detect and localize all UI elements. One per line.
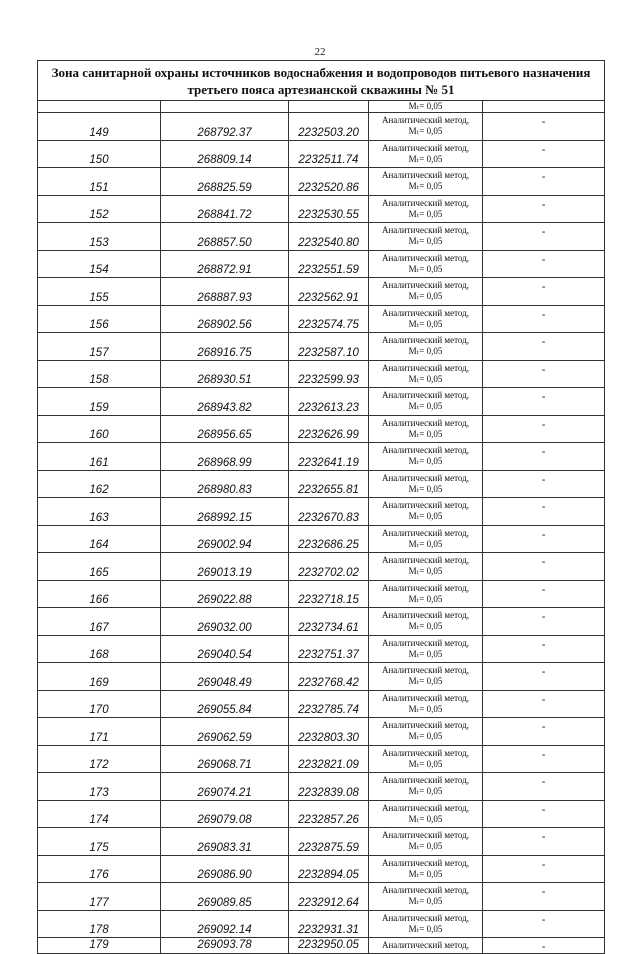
- coord-x: 268902.56: [161, 305, 289, 333]
- table-row: [38, 168, 605, 196]
- table-row: [38, 388, 605, 416]
- coord-y: 2232551.59: [289, 250, 369, 278]
- table-row: [38, 608, 605, 636]
- note-dash: -: [483, 113, 605, 141]
- coord-x: 268857.50: [161, 223, 289, 251]
- note-dash: -: [483, 800, 605, 828]
- note-dash: -: [483, 278, 605, 306]
- method-label: Аналитический метод,: [381, 170, 470, 181]
- point-number: 166: [38, 580, 161, 608]
- method-label: Аналитический метод,: [381, 692, 470, 703]
- coord-x: 268825.59: [161, 168, 289, 196]
- method-label: Аналитический метод,: [381, 885, 470, 896]
- accuracy-label: Mₜ= 0,05: [408, 731, 443, 742]
- coord-y: 2232803.30: [289, 718, 369, 746]
- point-number: 159: [38, 388, 161, 416]
- method-cell: [369, 333, 483, 361]
- method-cell: [369, 580, 483, 608]
- method-label: Аналитический метод,: [381, 225, 470, 236]
- empty-cell: [38, 101, 161, 113]
- method-cell: [369, 553, 483, 581]
- coord-x: 268968.99: [161, 443, 289, 471]
- method-label: Аналитический метод,: [381, 527, 470, 538]
- coord-x: 269074.21: [161, 773, 289, 801]
- method-cell: [369, 690, 483, 718]
- coord-y: 2232718.15: [289, 580, 369, 608]
- note-dash: -: [483, 195, 605, 223]
- coord-x: 268992.15: [161, 498, 289, 526]
- note-dash: -: [483, 415, 605, 443]
- point-number: 157: [38, 333, 161, 361]
- table-row: [38, 223, 605, 251]
- note-dash: -: [483, 333, 605, 361]
- method-cell: [369, 855, 483, 883]
- method-cell: [369, 388, 483, 416]
- accuracy-label: Mₜ= 0,05: [408, 428, 443, 439]
- table-row: [38, 250, 605, 278]
- accuracy-label: Mₜ= 0,05: [408, 648, 443, 659]
- coord-y: 2232641.19: [289, 443, 369, 471]
- coord-y: 2232839.08: [289, 773, 369, 801]
- table-row: [38, 443, 605, 471]
- accuracy-label: Mₜ= 0,05: [408, 923, 443, 934]
- method-label: Аналитический метод,: [381, 445, 470, 456]
- table-row: [38, 690, 605, 718]
- note-dash: -: [483, 938, 605, 954]
- method-label: Аналитический метод,: [381, 362, 470, 373]
- note-dash: -: [483, 608, 605, 636]
- point-number: 154: [38, 250, 161, 278]
- accuracy-label: Mₜ= 0,05: [408, 566, 443, 577]
- method-label: Аналитический метод,: [381, 637, 470, 648]
- method-label: Аналитический метод,: [381, 857, 470, 868]
- accuracy-label: Mₜ= 0,05: [408, 483, 443, 494]
- method-label: Аналитический метод,: [381, 830, 470, 841]
- method-cell: [369, 305, 483, 333]
- coord-x: 268956.65: [161, 415, 289, 443]
- note-dash: -: [483, 910, 605, 938]
- method-label: Аналитический метод,: [381, 775, 470, 786]
- note-dash: -: [483, 663, 605, 691]
- coord-y: 2232562.91: [289, 278, 369, 306]
- method-label: Аналитический метод,: [381, 335, 470, 346]
- coord-y: 2232530.55: [289, 195, 369, 223]
- accuracy-label: Mₜ= 0,05: [408, 153, 443, 164]
- coord-x: 269040.54: [161, 635, 289, 663]
- table-row: [38, 305, 605, 333]
- table-title: [38, 61, 605, 101]
- coord-y: 2232511.74: [289, 140, 369, 168]
- method-label: Аналитический метод,: [381, 747, 470, 758]
- coord-y: 2232574.75: [289, 305, 369, 333]
- method-cell: [369, 663, 483, 691]
- method-cell: [369, 718, 483, 746]
- coord-x: 269013.19: [161, 553, 289, 581]
- coord-y: 2232613.23: [289, 388, 369, 416]
- coord-y: 2232655.81: [289, 470, 369, 498]
- note-dash: -: [483, 690, 605, 718]
- method-cell: [369, 525, 483, 553]
- accuracy-label: Mₜ= 0,05: [408, 786, 443, 797]
- coord-x: 268841.72: [161, 195, 289, 223]
- note-dash: -: [483, 140, 605, 168]
- note-dash: -: [483, 360, 605, 388]
- coord-x: 269093.78: [161, 938, 289, 954]
- method-label: Аналитический метод,: [381, 802, 470, 813]
- method-label: Аналитический метод,: [381, 280, 470, 291]
- accuracy-label: Mₜ= 0,05: [408, 676, 443, 687]
- coord-y: 2232751.37: [289, 635, 369, 663]
- note-dash: -: [483, 470, 605, 498]
- accuracy-label: Mₜ= 0,05: [408, 896, 443, 907]
- coord-y: 2232587.10: [289, 333, 369, 361]
- accuracy-label: Mₜ= 0,05: [408, 291, 443, 302]
- note-dash: -: [483, 745, 605, 773]
- point-number: 150: [38, 140, 161, 168]
- point-number: 160: [38, 415, 161, 443]
- accuracy-label: Mₜ= 0,05: [408, 373, 443, 384]
- table-row: [38, 663, 605, 691]
- coord-x: 269062.59: [161, 718, 289, 746]
- point-number: 164: [38, 525, 161, 553]
- point-number: 169: [38, 663, 161, 691]
- accuracy-label: Mₜ= 0,05: [408, 868, 443, 879]
- method-label: Аналитический метод,: [381, 252, 470, 263]
- table-row: [38, 140, 605, 168]
- accuracy-label: Mₜ= 0,05: [408, 758, 443, 769]
- method-cell: [369, 168, 483, 196]
- method-label: Аналитический метод,: [381, 582, 470, 593]
- point-number: 156: [38, 305, 161, 333]
- coord-y: 2232931.31: [289, 910, 369, 938]
- coord-x: 269083.31: [161, 828, 289, 856]
- carryover-row: [38, 101, 605, 113]
- accuracy-label: Mₜ= 0,05: [408, 703, 443, 714]
- method-cell: [369, 223, 483, 251]
- accuracy-label: Mₜ= 0,05: [408, 593, 443, 604]
- note-dash: -: [483, 718, 605, 746]
- title-row: [38, 61, 605, 101]
- note-dash: -: [483, 525, 605, 553]
- point-number: 171: [38, 718, 161, 746]
- accuracy-label: Mₜ= 0,05: [408, 263, 443, 274]
- coord-x: 268809.14: [161, 140, 289, 168]
- title-line-1: Зона санитарной охраны источников водоснабжения и водопроводов питьевого назначения: [51, 64, 591, 80]
- method-cell: [369, 635, 483, 663]
- accuracy-label: Mₜ= 0,05: [408, 841, 443, 852]
- method-cell: [369, 608, 483, 636]
- accuracy-label: Mₜ= 0,05: [408, 538, 443, 549]
- accuracy-label: Mₜ= 0,05: [408, 511, 443, 522]
- coord-y: 2232950.05: [289, 938, 369, 954]
- point-number: 165: [38, 553, 161, 581]
- method-label: Аналитический метод,: [381, 555, 470, 566]
- method-label: Аналитический метод,: [369, 938, 483, 954]
- method-label: Аналитический метод,: [381, 307, 470, 318]
- table-row: [38, 470, 605, 498]
- table-row: [38, 580, 605, 608]
- coord-x: 268916.75: [161, 333, 289, 361]
- point-number: 175: [38, 828, 161, 856]
- coordinates-table: [37, 60, 605, 954]
- point-number: 170: [38, 690, 161, 718]
- method-label: Аналитический метод,: [381, 500, 470, 511]
- coord-x: 269032.00: [161, 608, 289, 636]
- method-cell: [369, 443, 483, 471]
- empty-cell: [483, 101, 605, 113]
- note-dash: -: [483, 305, 605, 333]
- note-dash: -: [483, 250, 605, 278]
- coord-x: 269022.88: [161, 580, 289, 608]
- note-dash: -: [483, 168, 605, 196]
- method-cell: [369, 800, 483, 828]
- accuracy-label: Mₜ= 0,05: [408, 621, 443, 632]
- table-row: [38, 113, 605, 141]
- coord-y: 2232520.86: [289, 168, 369, 196]
- table-row: [38, 553, 605, 581]
- point-number: 168: [38, 635, 161, 663]
- point-number: 172: [38, 745, 161, 773]
- method-cell: [369, 498, 483, 526]
- note-dash: -: [483, 388, 605, 416]
- point-number: 179: [38, 938, 161, 954]
- method-cell: [369, 195, 483, 223]
- method-cell: [369, 773, 483, 801]
- coord-y: 2232626.99: [289, 415, 369, 443]
- method-cell: [369, 470, 483, 498]
- accuracy-label: Mₜ= 0,05: [408, 401, 443, 412]
- coord-y: 2232702.02: [289, 553, 369, 581]
- table-row: [38, 525, 605, 553]
- method-label: Аналитический метод,: [381, 390, 470, 401]
- point-number: 151: [38, 168, 161, 196]
- method-label: Аналитический метод,: [381, 115, 470, 126]
- coord-x: 268792.37: [161, 113, 289, 141]
- accuracy-label: Mₜ= 0,05: [408, 208, 443, 219]
- coord-y: 2232686.25: [289, 525, 369, 553]
- point-number: 155: [38, 278, 161, 306]
- point-number: 158: [38, 360, 161, 388]
- note-dash: -: [483, 635, 605, 663]
- method-label: Аналитический метод,: [381, 142, 470, 153]
- note-dash: -: [483, 580, 605, 608]
- method-cell: [369, 278, 483, 306]
- point-number: 178: [38, 910, 161, 938]
- method-cell: [369, 910, 483, 938]
- point-number: 152: [38, 195, 161, 223]
- table-row: [38, 938, 605, 954]
- coord-y: 2232599.93: [289, 360, 369, 388]
- method-cell: [369, 828, 483, 856]
- point-number: 149: [38, 113, 161, 141]
- table-row: [38, 195, 605, 223]
- coord-y: 2232875.59: [289, 828, 369, 856]
- coord-x: 269079.08: [161, 800, 289, 828]
- table-row: [38, 800, 605, 828]
- point-number: 176: [38, 855, 161, 883]
- table-row: [38, 635, 605, 663]
- table-row: [38, 278, 605, 306]
- note-dash: -: [483, 828, 605, 856]
- coord-y: 2232540.80: [289, 223, 369, 251]
- page-number: 22: [314, 46, 326, 58]
- method-label: Аналитический метод,: [381, 610, 470, 621]
- table-row: [38, 910, 605, 938]
- title-line-2: третьего пояса артезианской скважины № 51: [187, 81, 455, 97]
- method-cell: [369, 250, 483, 278]
- point-number: 167: [38, 608, 161, 636]
- point-number: 162: [38, 470, 161, 498]
- table-row: [38, 415, 605, 443]
- coord-x: 268943.82: [161, 388, 289, 416]
- accuracy-label: Mₜ= 0,05: [408, 181, 443, 192]
- coord-x: 269086.90: [161, 855, 289, 883]
- table-row: [38, 773, 605, 801]
- coord-x: 269048.49: [161, 663, 289, 691]
- coord-x: 268872.91: [161, 250, 289, 278]
- coord-y: 2232670.83: [289, 498, 369, 526]
- method-label: Аналитический метод,: [381, 197, 470, 208]
- note-dash: -: [483, 443, 605, 471]
- accuracy-label: Mₜ= 0,05: [408, 318, 443, 329]
- method-label: Аналитический метод,: [381, 472, 470, 483]
- accuracy-label: Mₜ= 0,05: [408, 126, 443, 137]
- coord-y: 2232734.61: [289, 608, 369, 636]
- table-row: [38, 360, 605, 388]
- accuracy-label: Mₜ= 0,05: [408, 346, 443, 357]
- coord-y: 2232821.09: [289, 745, 369, 773]
- coord-x: 268887.93: [161, 278, 289, 306]
- coord-x: 269068.71: [161, 745, 289, 773]
- method-cell: [369, 140, 483, 168]
- coord-y: 2232503.20: [289, 113, 369, 141]
- method-label: Аналитический метод,: [381, 912, 470, 923]
- point-number: 173: [38, 773, 161, 801]
- note-dash: -: [483, 773, 605, 801]
- empty-cell: [161, 101, 289, 113]
- coord-y: 2232894.05: [289, 855, 369, 883]
- method-cell: [369, 360, 483, 388]
- note-dash: -: [483, 883, 605, 911]
- point-number: 153: [38, 223, 161, 251]
- note-dash: -: [483, 553, 605, 581]
- method-cell: [369, 113, 483, 141]
- point-number: 174: [38, 800, 161, 828]
- table-row: [38, 828, 605, 856]
- coord-y: 2232768.42: [289, 663, 369, 691]
- accuracy-label: Mₜ= 0,05: [408, 456, 443, 467]
- table-row: [38, 745, 605, 773]
- note-dash: -: [483, 855, 605, 883]
- coord-x: 269002.94: [161, 525, 289, 553]
- table-row: [38, 498, 605, 526]
- method-cell: [369, 883, 483, 911]
- point-number: 161: [38, 443, 161, 471]
- table-row: [38, 333, 605, 361]
- note-dash: -: [483, 498, 605, 526]
- coord-x: 269092.14: [161, 910, 289, 938]
- coord-x: 268930.51: [161, 360, 289, 388]
- empty-cell: [289, 101, 369, 113]
- table-row: [38, 883, 605, 911]
- method-cell: [369, 415, 483, 443]
- accuracy-label: Mₜ= 0,05: [408, 813, 443, 824]
- point-number: 177: [38, 883, 161, 911]
- accuracy-cell: Mₜ= 0,05: [369, 101, 483, 113]
- coord-x: 269055.84: [161, 690, 289, 718]
- method-label: Аналитический метод,: [381, 665, 470, 676]
- coord-x: 269089.85: [161, 883, 289, 911]
- method-cell: [369, 745, 483, 773]
- point-number: 163: [38, 498, 161, 526]
- coord-y: 2232857.26: [289, 800, 369, 828]
- coord-y: 2232912.64: [289, 883, 369, 911]
- coord-y: 2232785.74: [289, 690, 369, 718]
- method-label: Аналитический метод,: [381, 720, 470, 731]
- method-label: Аналитический метод,: [381, 417, 470, 428]
- accuracy-label: Mₜ= 0,05: [408, 236, 443, 247]
- coord-x: 268980.83: [161, 470, 289, 498]
- table-row: [38, 855, 605, 883]
- note-dash: -: [483, 223, 605, 251]
- table-row: [38, 718, 605, 746]
